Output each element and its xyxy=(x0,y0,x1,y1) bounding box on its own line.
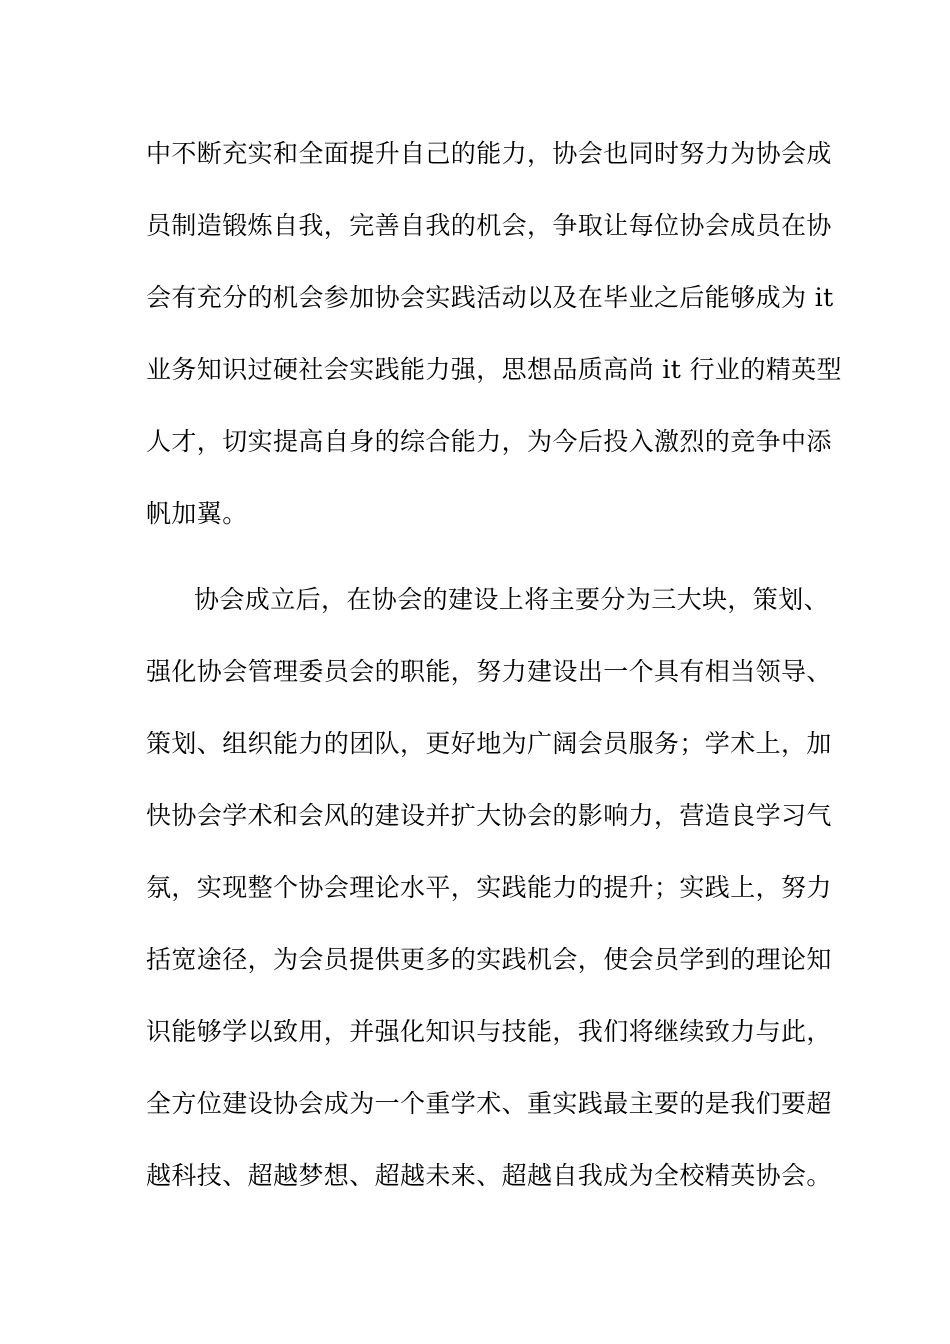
paragraph-line: 员制造锻炼自我，完善自我的机会，争取让每位协会成员在协 xyxy=(146,211,832,240)
paragraph-first-line: 协会成立后，在协会的建设上将主要分为三大块，策划、 xyxy=(194,585,830,614)
paragraph-line: 全方位建设协会成为一个重学术、重实践最主要的是我们要超 xyxy=(146,1089,832,1118)
paragraph-line: 越科技、超越梦想、超越未来、超越自我成为全校精英协会。 xyxy=(146,1161,832,1190)
paragraph-line: 强化协会管理委员会的职能，努力建设出一个具有相当领导、 xyxy=(146,657,832,686)
paragraph-line: 快协会学术和会风的建设并扩大协会的影响力，营造良学习气 xyxy=(146,801,832,830)
paragraph-line: 帆加翼。 xyxy=(146,499,248,528)
paragraph-line: 括宽途径，为会员提供更多的实践机会，使会员学到的理论知 xyxy=(146,945,832,974)
paragraph-line: 氛，实现整个协会理论水平，实践能力的提升；实践上，努力 xyxy=(146,873,832,902)
paragraph-line: 识能够学以致用，并强化知识与技能，我们将继续致力与此， xyxy=(146,1017,832,1046)
paragraph-line: 策划、组织能力的团队，更好地为广阔会员服务；学术上，加 xyxy=(146,729,832,758)
paragraph-line: 业务知识过硬社会实践能力强，思想品质高尚 it 行业的精英型 xyxy=(146,355,842,384)
paragraph-line: 会有充分的机会参加协会实践活动以及在毕业之后能够成为 it xyxy=(146,283,834,312)
paragraph-line: 中不断充实和全面提升自己的能力，协会也同时努力为协会成 xyxy=(146,139,832,168)
paragraph-line: 人才，切实提高自身的综合能力，为今后投入激烈的竞争中添 xyxy=(146,427,832,456)
